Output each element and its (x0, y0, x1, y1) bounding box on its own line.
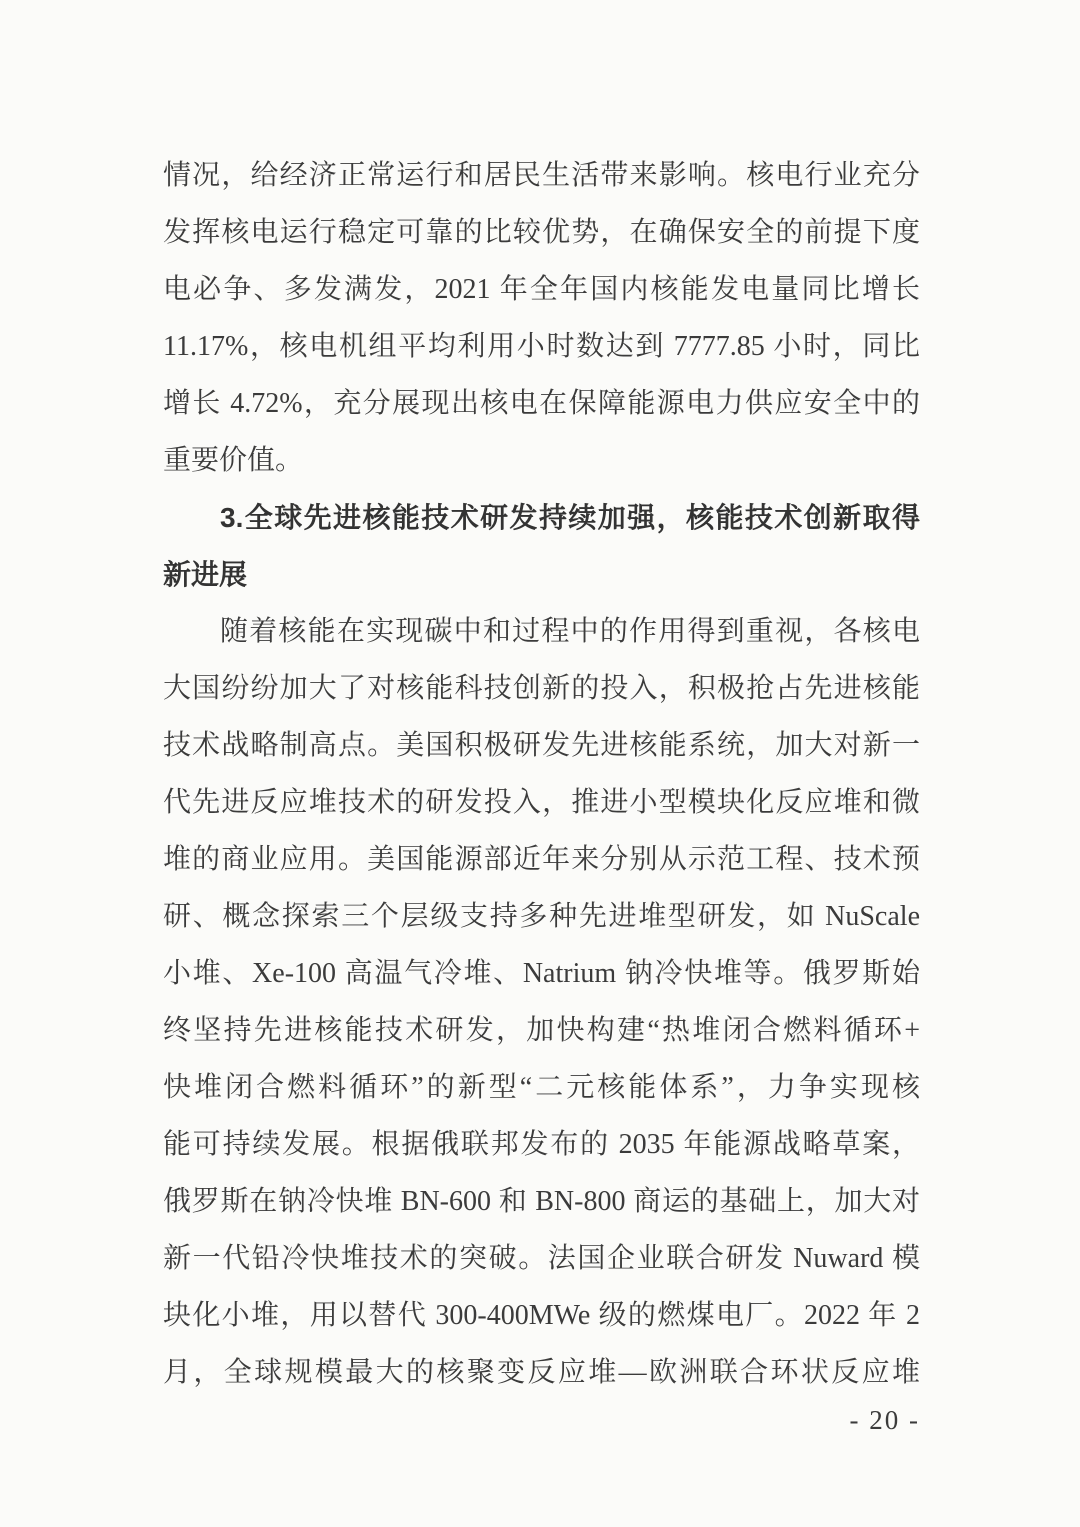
paragraph-1-line: 11.17%，核电机组平均利用小时数达到 7777.85 小时，同比 (163, 331, 920, 362)
paragraph-2-line: 俄罗斯在钠冷快堆 BN-600 和 BN-800 商运的基础上，加大对 (163, 1186, 920, 1217)
paragraph-2-line: 大国纷纷加大了对核能科技创新的投入，积极抢占先进核能 (163, 673, 920, 704)
paragraph-2-line: 终坚持先进核能技术研发，加快构建“热堆闭合燃料循环+ (163, 1015, 920, 1046)
paragraph-2-line: 能可持续发展。根据俄联邦发布的 2035 年能源战略草案， (163, 1129, 920, 1160)
page-body-text (163, 147, 920, 1401)
paragraph-2-line: 堆的商业应用。美国能源部近年来分别从示范工程、技术预 (163, 844, 920, 875)
paragraph-2-line: 随着核能在实现碳中和过程中的作用得到重视，各核电 (220, 616, 920, 647)
section-heading-line: 3.全球先进核能技术研发持续加强，核能技术创新取得 (220, 502, 920, 533)
section-heading-line: 新进展 (163, 559, 248, 590)
paragraph-1-line: 增长 4.72%，充分展现出核电在保障能源电力供应安全中的 (163, 388, 920, 419)
paragraph-1-line: 发挥核电运行稳定可靠的比较优势，在确保安全的前提下度 (163, 217, 920, 248)
paragraph-1-line: 电必争、多发满发，2021 年全年国内核能发电量同比增长 (163, 274, 920, 305)
paragraph-2-line: 研、概念探索三个层级支持多种先进堆型研发，如 NuScale (163, 901, 920, 932)
paragraph-2-line: 新一代铅冷快堆技术的突破。法国企业联合研发 Nuward 模 (163, 1243, 920, 1274)
paragraph-1-line: 情况，给经济正常运行和居民生活带来影响。核电行业充分 (163, 160, 920, 191)
paragraph-2-line: 月，全球规模最大的核聚变反应堆—欧洲联合环状反应堆 (163, 1357, 920, 1388)
paragraph-2-line: 快堆闭合燃料循环”的新型“二元核能体系”，力争实现核 (163, 1072, 920, 1103)
paragraph-2-line: 技术战略制高点。美国积极研发先进核能系统，加大对新一 (163, 730, 920, 761)
page-number: - 20 - (849, 1405, 920, 1435)
paragraph-2-line: 代先进反应堆技术的研发投入，推进小型模块化反应堆和微 (163, 787, 920, 818)
paragraph-1-line: 重要价值。 (163, 445, 304, 476)
paragraph-2-line: 块化小堆，用以替代 300-400MWe 级的燃煤电厂。2022 年 2 (163, 1300, 920, 1331)
paragraph-2-line: 小堆、Xe-100 高温气冷堆、Natrium 钠冷快堆等。俄罗斯始 (163, 958, 920, 989)
